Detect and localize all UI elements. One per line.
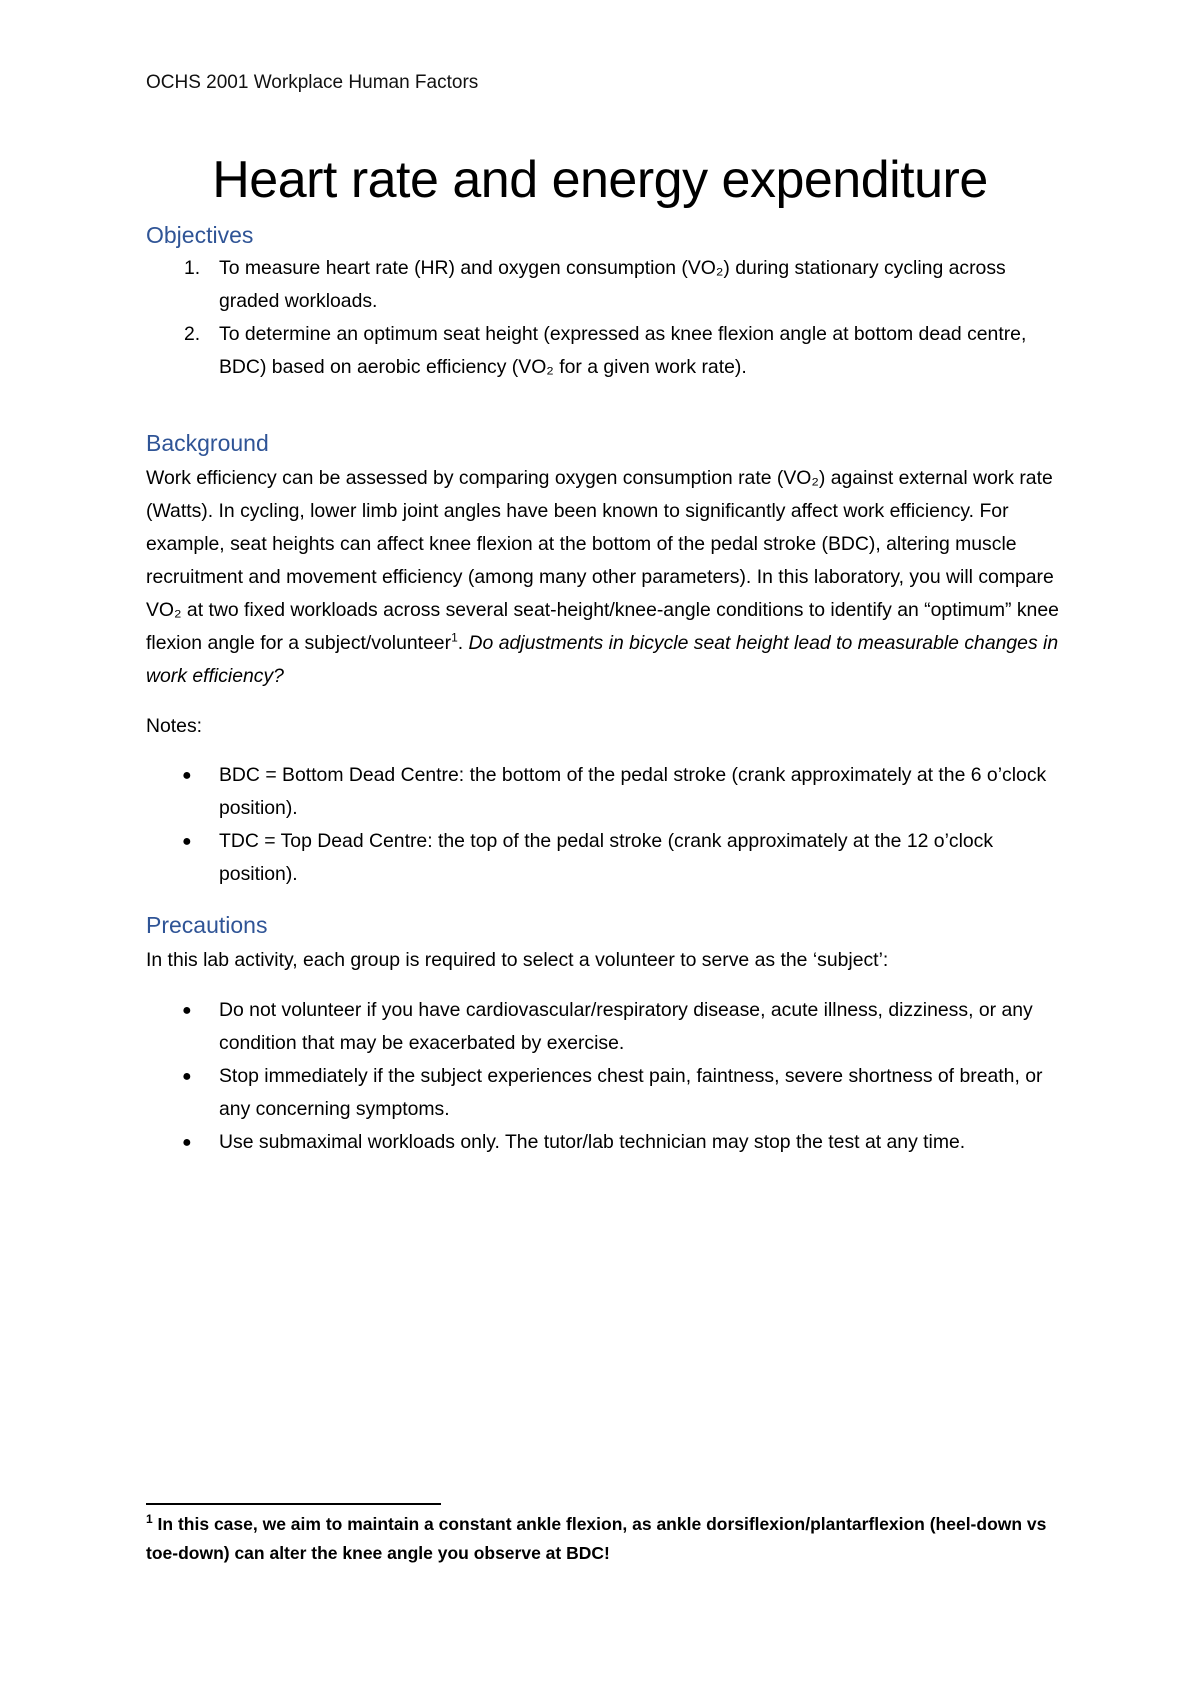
list-item xyxy=(146,1060,1066,1126)
objectives-heading: Objectives xyxy=(146,222,254,248)
list-item xyxy=(146,994,1066,1060)
document-title: Heart rate and energy expenditure xyxy=(212,151,988,209)
background-paragraph xyxy=(146,462,1066,693)
running-header: OCHS 2001 Workplace Human Factors xyxy=(146,72,479,93)
list-item-text: Use submaximal workloads only. The tutor/lab technician may stop the test at any time. xyxy=(219,1131,966,1153)
background-text: Work efficiency can be assessed by comparing oxygen consumption rate (VO₂) against external work rate (Watts). In cycling, lower limb joint angles have been known to significantly affect work efficiency. For example, seat heights can affect knee flexion at the bottom of the pedal stroke (BDC), altering muscle recruitment and movement efficiency (among many other parameters). In this laboratory, you will compare VO₂ at two fixed workloads across several seat-height/knee-angle conditions to identify an “optimum” knee flexion angle for a subject/volunteer xyxy=(146,467,1059,654)
list-marker: 2. xyxy=(184,323,201,345)
list-item-text: To measure heart rate (HR) and oxygen consumption (VO₂) during stationary cycling across graded workloads. xyxy=(219,257,1006,312)
list-item xyxy=(146,759,1066,825)
list-item-text: Stop immediately if the subject experiences chest pain, faintness, severe shortness of breath, or any concerning symptoms. xyxy=(219,1065,1043,1120)
list-item xyxy=(146,318,1066,384)
list-item xyxy=(146,825,1066,891)
list-item xyxy=(146,252,1066,318)
footnote xyxy=(146,1510,1066,1568)
list-item-text: TDC = Top Dead Centre: the top of the pedal stroke (crank approximately at the 12 o’clock position). xyxy=(219,830,994,885)
bullet-icon: ● xyxy=(182,767,192,784)
list-item-text: To determine an optimum seat height (expressed as knee flexion angle at bottom dead centre, BDC) based on aerobic efficiency (VO₂ for a given work rate). xyxy=(219,323,1027,378)
notes-label: Notes: xyxy=(146,715,203,737)
bullet-icon: ● xyxy=(182,1002,192,1019)
list-marker: 1. xyxy=(184,257,201,279)
objectives-list xyxy=(146,252,1066,384)
footnote-marker: 1 xyxy=(146,1512,153,1527)
precautions-intro: In this lab activity, each group is required to select a volunteer to serve as the ‘subject’: xyxy=(146,949,889,971)
bullet-icon: ● xyxy=(182,833,192,850)
list-item-text: Do not volunteer if you have cardiovascular/respiratory disease, acute illness, dizziness, or any condition that may be exacerbated by exercise. xyxy=(219,999,1033,1054)
footnote-separator xyxy=(146,1503,441,1505)
precautions-heading: Precautions xyxy=(146,912,268,938)
notes-list xyxy=(146,759,1066,891)
bullet-icon: ● xyxy=(182,1068,192,1085)
bullet-icon: ● xyxy=(182,1134,192,1151)
list-item-text: BDC = Bottom Dead Centre: the bottom of the pedal stroke (crank approximately at the 6 o’clock position). xyxy=(219,764,1047,819)
background-heading: Background xyxy=(146,430,269,456)
research-question: Do adjustments in bicycle seat height lead to measurable changes in work efficiency? xyxy=(146,632,1059,687)
background-text-after: . xyxy=(457,632,469,654)
precautions-list xyxy=(146,994,1066,1159)
footnote-reference[interactable]: 1 xyxy=(451,630,458,645)
footnote-text: In this case, we aim to maintain a constant ankle flexion, as ankle dorsiflexion/plantarflexion (heel-down vs toe-down) can alter the knee angle you observe at BDC! xyxy=(146,1514,1047,1563)
list-item xyxy=(146,1126,1066,1159)
